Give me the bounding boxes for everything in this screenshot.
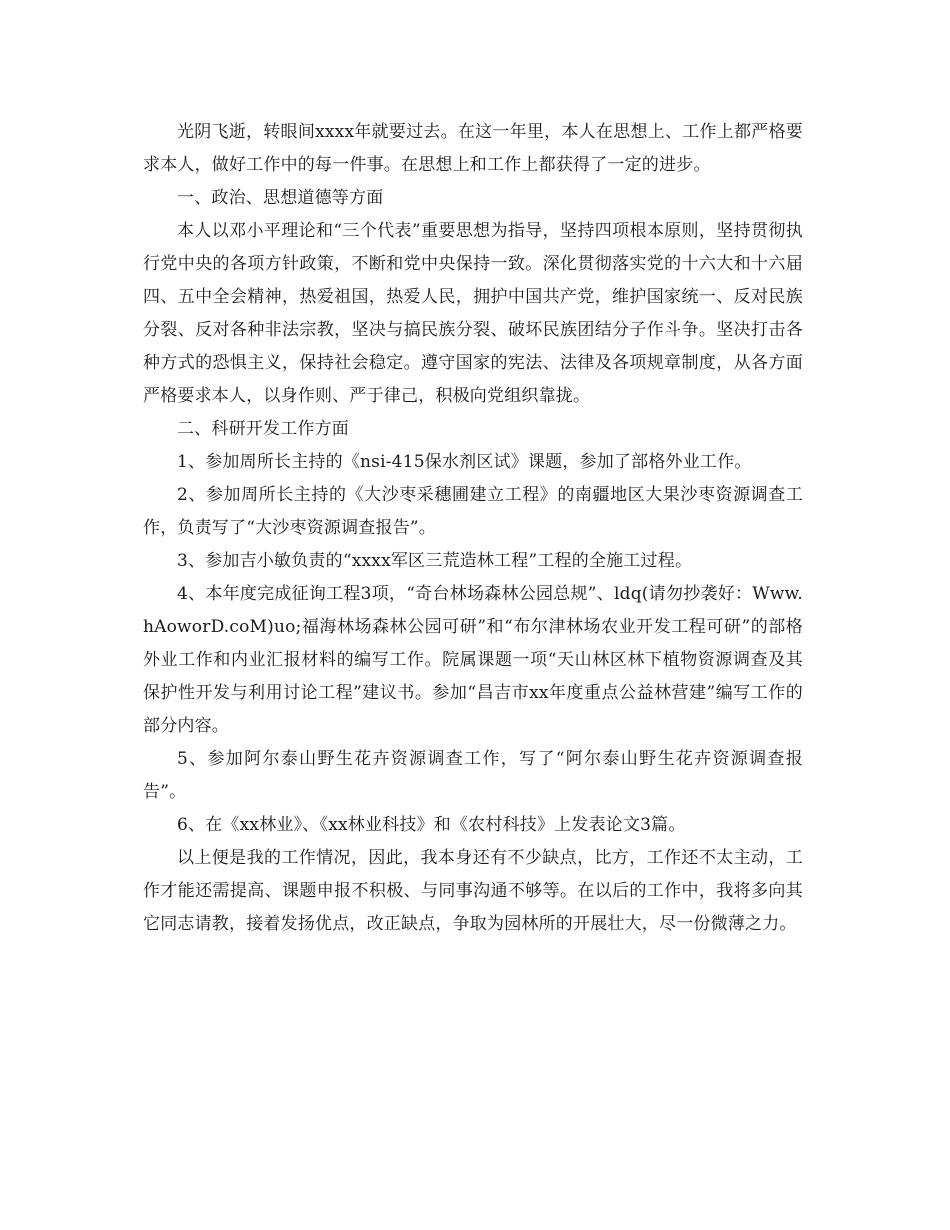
document-body xyxy=(143,116,803,941)
conclusion-paragraph: 以上便是我的工作情况，因此，我本身还有不少缺点，比方，工作还不太主动，工作才能还需提高、课题申报不积极、与同事沟通不够等。在以后的工作中，我将多向其它同志请教，接着发扬优点，改正缺点，争取为园林所的开展壮大，尽一份微薄之力。 xyxy=(143,848,803,934)
research-item-5: 5、参加阿尔泰山野生花卉资源调查工作，写了“阿尔泰山野生花卉资源调查报告”。 xyxy=(143,749,803,802)
intro-paragraph: 光阴飞逝，转眼间xxxx年就要过去。在这一年里，本人在思想上、工作上都严格要求本人，做好工作中的每一件事。在思想上和工作上都获得了一定的进步。 xyxy=(143,122,803,175)
politics-paragraph: 本人以邓小平理论和“三个代表”重要思想为指导，坚持四项根本原则，坚持贯彻执行党中央的各项方针政策，不断和党中央保持一致。深化贯彻落实党的十六大和十六届四、五中全会精神，热爱祖国，热爱人民，拥护中国共产党，维护国家统一、反对民族分裂、反对各种非法宗教，坚决与搞民族分裂、破坏民族团结分子作斗争。坚决打击各种方式的恐惧主义，保持社会稳定。遵守国家的宪法、法律及各项规章制度，从各方面严格要求本人，以身作则、严于律己，积极向党组织靠拢。 xyxy=(143,221,803,406)
research-item-3: 3、参加吉小敏负责的“xxxx军区三荒造林工程”工程的全施工过程。 xyxy=(177,551,693,571)
research-item-4: 4、本年度完成征询工程3项，“奇台林场森林公园总规”、ldq(请勿抄袭好：Www.hAoworD.coM)uo;福海林场森林公园可研”和“布尔津林场农业开发工程可研”的部格外业工作和内业汇报材料的编写工作。院属课题一项“天山林区林下植物资源调查及其保护性开发与利用讨论工程”建议书。参加“昌吉市xx年度重点公益林营建”编写工作的部分内容。 xyxy=(143,584,803,736)
research-item-1: 1、参加周所长主持的《nsi-415保水剂区试》课题，参加了部格外业工作。 xyxy=(177,452,752,472)
section-heading-politics: 一、政治、思想道德等方面 xyxy=(177,188,384,208)
research-item-6: 6、在《xx林业》、《xx林业科技》和《农村科技》上发表论文3篇。 xyxy=(177,815,686,835)
research-item-2: 2、参加周所长主持的《大沙枣采穗圃建立工程》的南疆地区大果沙枣资源调查工作，负责写了“大沙枣资源调查报告”。 xyxy=(143,485,803,538)
section-heading-research: 二、科研开发工作方面 xyxy=(177,419,349,439)
